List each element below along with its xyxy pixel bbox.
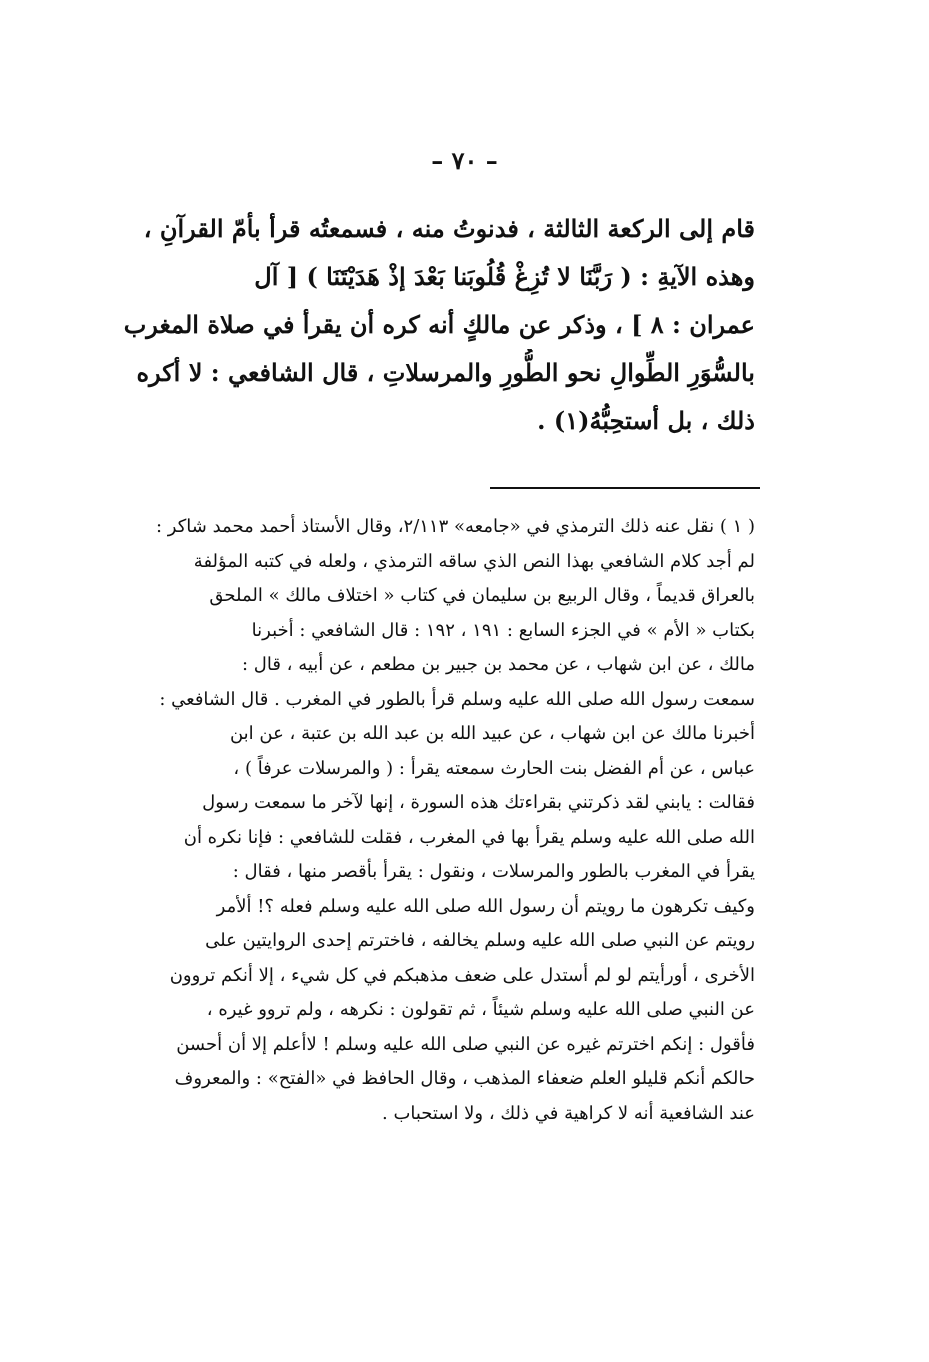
footnote-line: الأخرى ، أورأيتم لو لم أستدل على ضعف مذهبكم في كل شيء ، إلا أنكم تروون bbox=[169, 964, 755, 986]
footnote-line: وكيف تكرهون ما رويتم أن رسول الله صلى الله عليه وسلم فعله ؟! ألأمر bbox=[216, 895, 755, 917]
footnote-line: عند الشافعية أنه لا كراهية في ذلك ، ولا استحباب . bbox=[382, 1102, 755, 1124]
footnote-line: مالك ، عن ابن شهاب ، عن محمد بن جبير بن مطعم ، عن أبيه ، قال : bbox=[242, 654, 755, 675]
footnote-line: رويتم عن النبي صلى الله عليه وسلم يخالفه ، فاخترتم إحدى الروايتين على bbox=[205, 930, 755, 951]
footnote-line: سمعت رسول الله صلى الله عليه وسلم قرأ بالطور في المغرب . قال الشافعي : bbox=[159, 688, 755, 710]
footnote-block bbox=[100, 510, 755, 1131]
footnote-line: حالكم أنكم قليلو العلم ضعفاء المذهب ، وقال الحافظ في «الفتح» : والمعروف bbox=[174, 1068, 755, 1089]
main-text-block bbox=[100, 205, 755, 445]
footnote-line: فقالت : يابني لقد ذكرتني بقراءتك هذه السورة ، إنها لآخر ما سمعت رسول bbox=[202, 792, 755, 813]
main-text-line: ذلك ، بل أستحِبُّهُ(١) . bbox=[537, 406, 755, 435]
footnote-line: عباس ، عن أم الفضل بنت الحارث سمعته يقرأ : ( والمرسلات عرفاً ) ، bbox=[233, 757, 755, 779]
main-text-line: قام إلى الركعة الثالثة ، فدنوتُ منه ، فسمعتُه قرأ بأمّ القرآنِ ، bbox=[143, 214, 755, 243]
footnote-line: أخبرنا مالك عن ابن شهاب ، عن عبيد الله بن عبد الله بن عتبة ، عن ابن bbox=[229, 723, 755, 744]
footnote-line: الله صلى الله عليه وسلم يقرأ بها في المغرب ، فقلت للشافعي : فإنا نكره أن bbox=[183, 826, 755, 848]
footnote-line: عن النبي صلى الله عليه وسلم شيئاً ، ثم تقولون : نكرهه ، ولم تروو غيره ، bbox=[206, 999, 755, 1020]
main-text-line: بالسُّوَرِ الطِّوالِ نحو الطُّورِ والمرسلاتِ ، قال الشافعي : لا أكره bbox=[136, 358, 755, 387]
main-text-line: عمران : ٨ ] ، وذكر عن مالكٍ أنه كره أن يقرأ في صلاة المغرب bbox=[123, 310, 755, 339]
page-number: – ٧٠ – bbox=[431, 146, 498, 175]
footnote-line: فأقول : إنكم اخترتم غيره عن النبي صلى الله عليه وسلم ! لاأعلم إلا أن أحسن bbox=[176, 1033, 755, 1055]
footnote-line: بكتاب « الأم » في الجزء السابع : ١٩١ ، ١٩٢ : قال الشافعي : أخبرنا bbox=[251, 619, 755, 641]
footnote-separator bbox=[490, 487, 760, 489]
footnote-line: بالعراق قديماً ، وقال الربيع بن سليمان في كتاب « اختلاف مالك » الملحق bbox=[209, 585, 755, 606]
footnote-line: يقرأ في المغرب بالطور والمرسلات ، ونقول : يقرأ بأقصر منها ، فقال : bbox=[232, 861, 755, 882]
footnote-line: لم أجد كلام الشافعي بهذا النص الذي ساقه الترمذي ، ولعله في كتبه المؤلفة bbox=[193, 550, 755, 572]
footnote-line: ( ١ ) نقل عنه ذلك الترمذي في «جامعه» ٢/١١٣، وقال الأستاذ أحمد محمد شاكر : bbox=[156, 516, 755, 537]
main-text-line: وهذه الآيةِ : ( رَبَّنَا لا تُزِغْ قُلُوبَنا بَعْدَ إذْ هَدَيْتَنَا ) [ آل bbox=[254, 262, 755, 291]
